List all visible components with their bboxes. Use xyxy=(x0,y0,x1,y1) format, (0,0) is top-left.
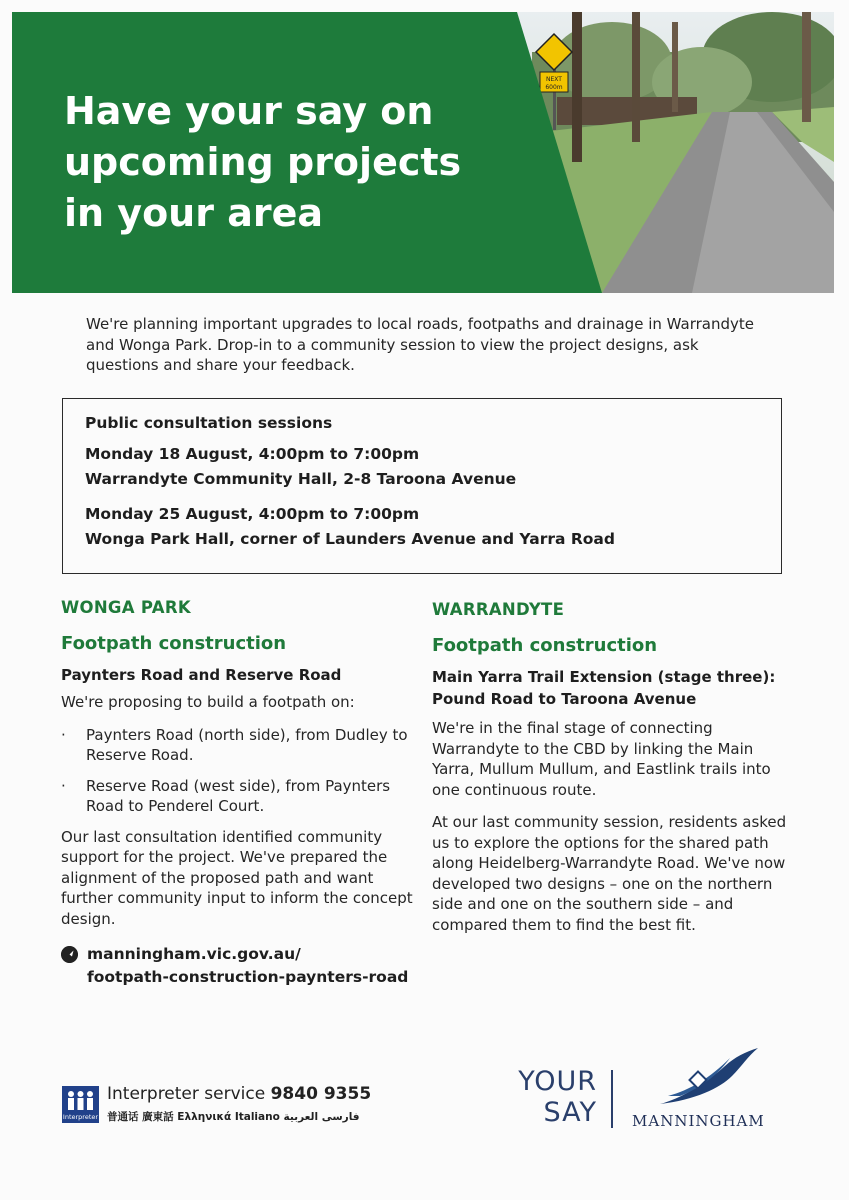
logo-divider xyxy=(611,1070,613,1128)
page-title xyxy=(64,86,514,239)
bullet-list xyxy=(61,725,421,817)
council-name: MANNINGHAM xyxy=(632,1112,765,1130)
consultation-sessions-box xyxy=(62,398,782,574)
road-heading xyxy=(432,666,792,710)
interpreter-logo-icon xyxy=(62,1086,99,1123)
road-heading-line: Pound Road to Taroona Avenue xyxy=(432,690,697,708)
interpreter-phone[interactable]: 9840 9355 xyxy=(270,1084,372,1104)
session-time: Monday 18 August, 4:00pm to 7:00pm xyxy=(85,445,420,463)
interpreter-line xyxy=(107,1084,371,1104)
sign-text-bottom: 600m xyxy=(545,84,563,91)
bullet-text: Reserve Road (west side), from Paynters Road to Penderel Court. xyxy=(86,776,391,815)
sessions-heading: Public consultation sessions xyxy=(85,414,333,432)
project-heading: Footpath construction xyxy=(61,633,287,654)
your-say-line: YOUR xyxy=(518,1066,597,1097)
manningham-wave-icon xyxy=(650,1044,765,1112)
list-item xyxy=(61,776,421,817)
body-paragraph: Our last consultation identified community support for the project. We've prepared the alignment of the proposed path and want further community input to inform the concept design. xyxy=(61,827,413,928)
title-line: upcoming projects xyxy=(64,140,462,184)
area-heading: WARRANDYTE xyxy=(432,600,565,619)
session-location: Warrandyte Community Hall, 2-8 Taroona Avenue xyxy=(85,470,517,488)
intro-paragraph: We're planning important upgrades to local roads, footpaths and drainage in Warrandyte and Wonga Park. Drop-in to a community session to view the project designs, ask questions and share your feedback. xyxy=(86,315,754,374)
bullet-text: Paynters Road (north side), from Dudley to Reserve Road. xyxy=(86,725,408,764)
interpreter-service xyxy=(62,1082,402,1130)
body-paragraph: We're in the final stage of connecting Warrandyte to the CBD by linking the Main Yarra, Mullum Mullum, and Eastlink trails into one continuous route. xyxy=(432,719,771,799)
list-item xyxy=(61,725,421,766)
interpreter-logo-label: Interpreter xyxy=(62,1113,99,1121)
bullet-glyph: · xyxy=(61,776,66,795)
body-paragraph: At our last community session, residents asked us to explore the options for the shared path along Heidelberg-Warrandyte Road. We've now developed two designs – one on the northern side and one on the southern side – and compared them to find the best fit. xyxy=(432,813,787,934)
road-heading-line: Main Yarra Trail Extension (stage three): xyxy=(432,668,776,686)
project-link[interactable] xyxy=(61,943,421,989)
lead-text: We're proposing to build a footpath on: xyxy=(61,693,355,711)
title-line: in your area xyxy=(64,191,324,235)
your-say-logo xyxy=(497,1066,597,1128)
arrow-circle-icon xyxy=(61,946,78,963)
hero-banner xyxy=(12,12,834,293)
title-line: Have your say on xyxy=(64,89,434,133)
project-heading: Footpath construction xyxy=(432,635,658,656)
session-item xyxy=(85,502,615,552)
your-say-line: SAY xyxy=(543,1097,597,1128)
sign-text-top: NEXT xyxy=(546,76,562,83)
road-heading: Paynters Road and Reserve Road xyxy=(61,666,342,684)
bullet-glyph: · xyxy=(61,725,66,744)
language-list: 普通话 廣東話 Ελληνικά Italiano فارسی العربية xyxy=(107,1111,360,1123)
wonga-park-section xyxy=(61,596,421,989)
link-text-line[interactable]: footpath-construction-paynters-road xyxy=(87,968,409,986)
interpreter-label: Interpreter service xyxy=(107,1084,266,1104)
session-time: Monday 25 August, 4:00pm to 7:00pm xyxy=(85,505,420,523)
session-location: Wonga Park Hall, corner of Launders Avenue and Yarra Road xyxy=(85,530,615,548)
area-heading: WONGA PARK xyxy=(61,598,191,617)
warrandyte-section xyxy=(432,598,792,935)
link-text-line[interactable]: manningham.vic.gov.au/ xyxy=(87,945,301,963)
session-item xyxy=(85,442,516,492)
